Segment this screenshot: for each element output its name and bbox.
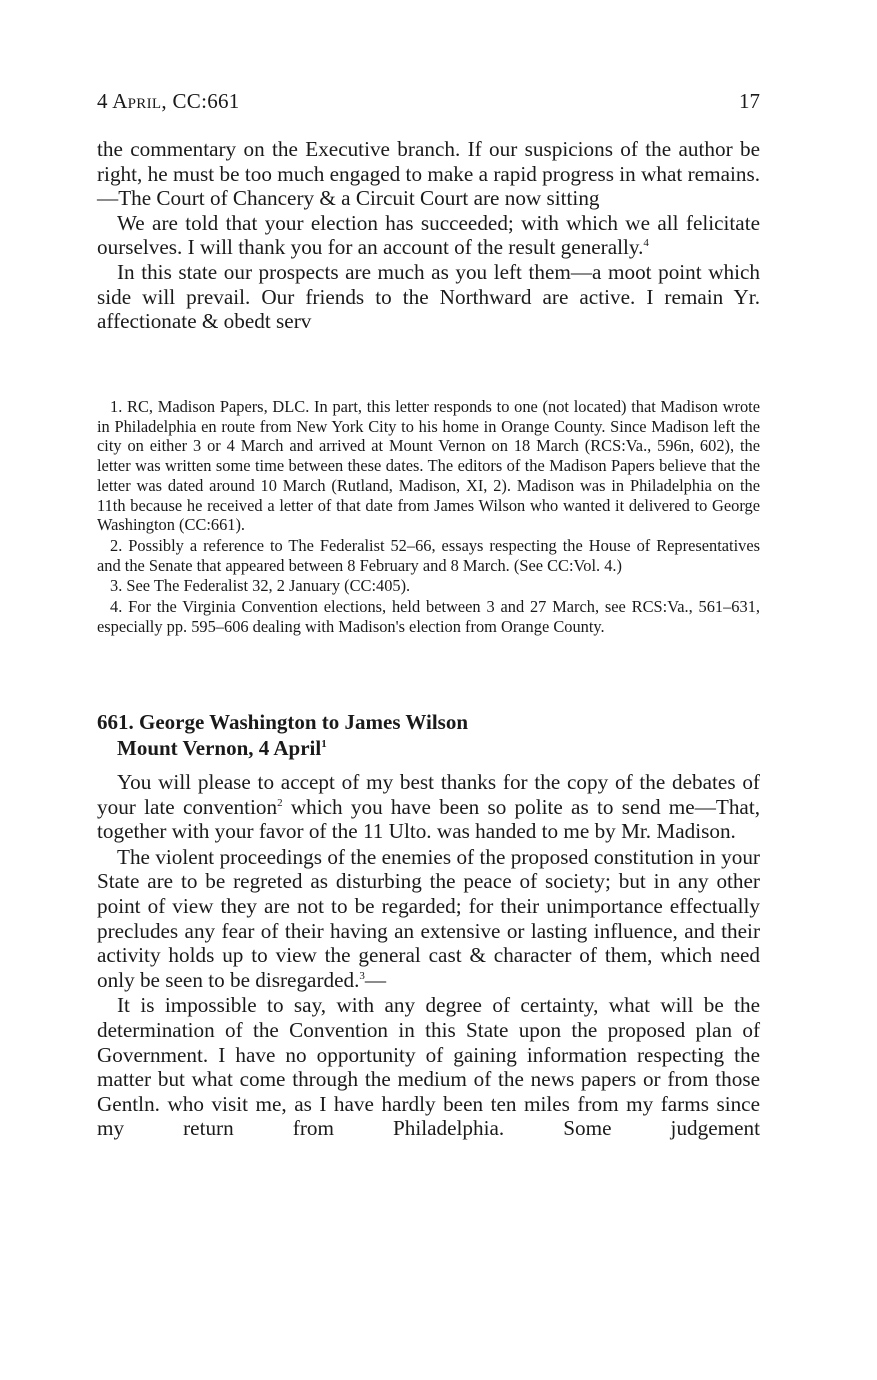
document-heading [97,709,468,761]
letter-body [97,770,760,1142]
footnote: 3. See The Federalist 32, 2 January (CC:405). [110,576,411,596]
footnote-ref: 2 [277,796,283,809]
footnote: 1. RC, Madison Papers, DLC. In part, this letter responds to one (not located) that Madison wrote in Philadelphia en route from New York City to his home in Orange County. Since Madison left the city on either 3 or 4 March and arrived at Mount Vernon on 18 March (RCS:Va., 596n, 602), the letter was written some time between these dates. The editors of the Madison Papers believe that the letter was dated around 10 March (Rutland, Madison, XI, 2). Madison was in Philadelphia on the 11th because he received a letter of that date from James Wilson who wanted it delivered to George Washington (CC:661). [97,397,760,535]
page-number: 17 [739,89,760,113]
document-heading-title: 661. George Washington to James Wilson [97,710,469,734]
footnote: 4. For the Virginia Convention elections, held between 3 and 27 March, see RCS:Va., 561–631, especially pp. 595–606 dealing with Madison's election from Orange County. [97,597,760,636]
footnote-ref: 4 [643,237,649,250]
footnote-ref: 3 [359,969,365,982]
paragraph [97,770,760,844]
running-header-date: 4 April, CC:661 [97,89,240,113]
footnote: 2. Possibly a reference to The Federalist 52–66, essays respecting the House of Representatives and the Senate that appeared between 8 February and 8 March. (See CC:Vol. 4.) [97,535,760,575]
document-heading-dateline [97,735,468,761]
footnote-ref: 1 [321,738,327,750]
paragraph-text: — [364,967,387,992]
paragraph-text: The violent proceedings of the enemies of the proposed constitution in your State are to be regreted as disturbing the peace of society; but in any other point of view they are not to be regarded; for their unimportance effectually precludes any fear of their having an extensive or lasting influence, and their activity holds up to view the general cast & character of them, which need only be seen to be disregarded. [97,844,760,992]
dateline-text: Mount Vernon, 4 April [117,736,322,760]
paragraph [97,845,760,993]
paragraph-text: You will please to accept of my best thanks for the copy of the debates of your late convention [97,770,760,819]
paragraph: It is impossible to say, with any degree of certainty, what will be the determination of the Convention in this State upon the proposed plan of Government. I have no opportunity of gaining information respecting the matter but what come through the medium of the news papers or from those Gentln. who visit me, as I have hardly been ten miles from my farms since my return from Philadelphia. Some judgement [97,993,760,1141]
footnotes [97,397,760,637]
paragraph [97,211,760,260]
paragraph: the commentary on the Executive branch. If our suspicions of the author be right, he must be too much engaged to make a rapid progress in what remains.—The Court of Chancery & a Circuit Court are now sitting [97,137,760,211]
paragraph: In this state our prospects are much as you left them—a moot point which side will prevail. Our friends to the Northward are active. I remain Yr. affectionate & obedt serv [97,259,760,334]
paragraph-text: We are told that your election has succeeded; with which we all felicitate ourselves. I will thank you for an account of the result generally. [97,210,760,260]
paragraph-text: which you have been so polite as to send me—That, together with your favor of the 11 Ulto. was handed to me by Mr. Madison. [97,794,761,844]
letter-continuation [97,137,760,334]
